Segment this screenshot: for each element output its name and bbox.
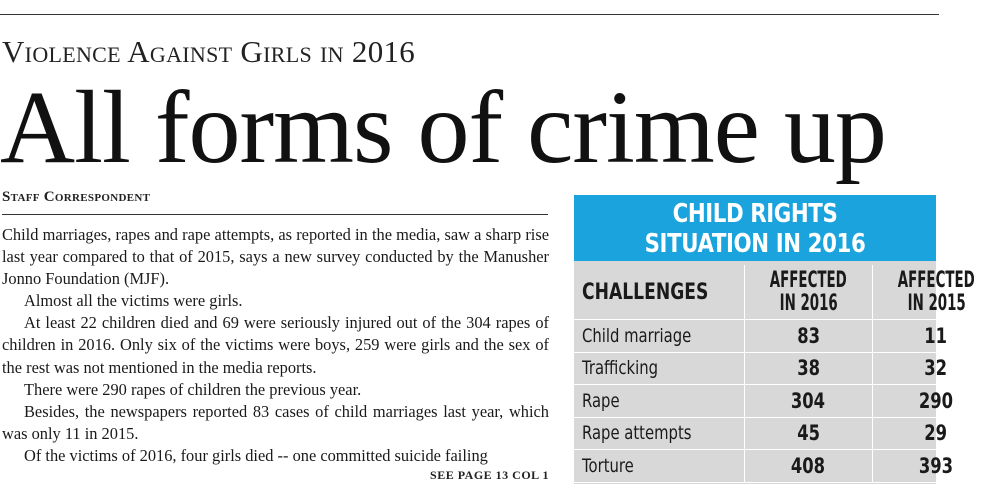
infobox-title [574, 195, 936, 261]
header-affected-2015: AFFECTED IN 2015 [872, 265, 999, 320]
byline: Staff Correspondent [2, 189, 151, 205]
headline: All forms of crime up [0, 70, 886, 185]
article-body [2, 224, 549, 467]
challenge-cell: Rape [574, 385, 745, 418]
child-rights-infobox [574, 195, 975, 484]
top-rule [0, 14, 939, 15]
value-2016: 304 [745, 385, 873, 418]
challenge-cell: Rape attempts [574, 417, 745, 450]
table-row [574, 417, 999, 450]
paragraph: Besides, the newspapers reported 83 cases of child marriages last year, which was only 11 in 2015. [2, 401, 549, 443]
value-2015: 11 [872, 320, 999, 353]
paragraph: At least 22 children died and 69 were seriously injured out of the 304 rapes of children in 2016. Only six of the victims were boys, 259 were girls and the sex of the rest was not mentioned in the media reports. [2, 313, 549, 377]
byline-rule [2, 214, 548, 215]
value-2015: 290 [872, 385, 999, 418]
challenge-cell: Child marriage [574, 320, 745, 353]
table-row [574, 385, 999, 418]
value-2016: 45 [745, 417, 873, 450]
challenge-cell: Torture [574, 450, 745, 483]
table-row [574, 320, 999, 353]
value-2016: 38 [745, 352, 873, 385]
value-2016: 408 [745, 450, 873, 483]
infobox-title-line1: CHILD RIGHTS [672, 199, 838, 229]
child-rights-table [574, 265, 999, 483]
header-challenges: CHALLENGES [574, 265, 745, 320]
infobox-title-line2: SITUATION IN 2016 [644, 229, 866, 259]
paragraph: Of the victims of 2016, four girls died -- one committed suicide failing [24, 445, 488, 465]
kicker: Violence Against Girls in 2016 [2, 34, 416, 69]
table-header-row [574, 265, 999, 320]
value-2016: 83 [745, 320, 873, 353]
table-row [574, 352, 999, 385]
paragraph: Almost all the victims were girls. [24, 291, 243, 311]
header-affected-2016: AFFECTED IN 2016 [745, 265, 873, 320]
value-2015: 29 [872, 417, 999, 450]
continuation-note: SEE PAGE 13 COL 1 [430, 468, 549, 482]
paragraph: There were 290 rapes of children the previous year. [24, 379, 362, 399]
challenge-cell: Trafficking [574, 352, 745, 385]
value-2015: 393 [872, 450, 999, 483]
table-row [574, 450, 999, 483]
value-2015: 32 [872, 352, 999, 385]
paragraph: Child marriages, rapes and rape attempts, as reported in the media, saw a sharp rise last year compared to that of 2015, says a new survey conducted by the Manusher Jonno Foundation (MJF). [2, 225, 549, 289]
